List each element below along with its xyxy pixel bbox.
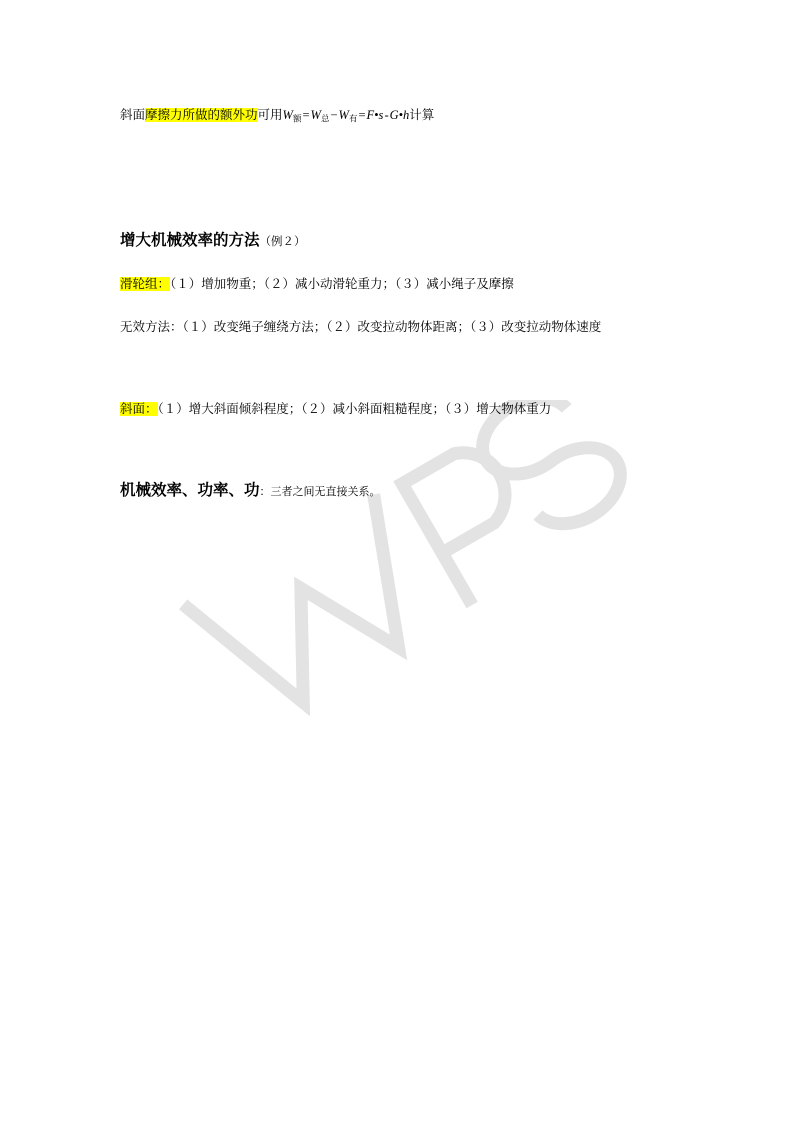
- wps-watermark: [150, 400, 650, 720]
- formula-w-useful: W: [338, 108, 349, 122]
- formula-fs-term: F•s: [366, 108, 384, 122]
- pulley-methods-text: （１）增加物重；（２）减小动滑轮重力；（３）减小绳子及摩擦: [170, 277, 514, 291]
- paragraph-incline-extra-work: [120, 105, 434, 126]
- incline-methods-text: （１）增大斜面倾斜程度；（２）减小斜面粗糙程度；（３）增大物体重力: [157, 402, 552, 416]
- formula-w-total: W: [310, 108, 321, 122]
- formula-extra-work: [283, 108, 410, 122]
- formula-eq2: =: [358, 108, 366, 122]
- heading-improve-note: （例２）: [259, 236, 306, 248]
- formula-gh-term: G•h: [389, 108, 410, 122]
- heading-relation-note: ：三者之间无直接关系。: [259, 486, 381, 498]
- formula-w-total-sub: 总: [320, 113, 330, 124]
- paragraph-incline-methods: [120, 399, 551, 419]
- incline-prefix-text: 斜面: [120, 108, 146, 122]
- formula-w-useful-sub: 有: [348, 113, 358, 124]
- pulley-highlight-label: 滑轮组：: [120, 277, 171, 291]
- formula-minus2: -: [384, 108, 389, 122]
- heading-relation-main: 机械效率、功率、功: [120, 482, 260, 499]
- paragraph-invalid-methods: [120, 317, 601, 337]
- formula-w-extra-sub: 额: [292, 113, 302, 124]
- heading-improve-efficiency: [120, 228, 306, 250]
- heading-efficiency-power-work: [120, 478, 381, 500]
- incline-suffix-text: 计算: [409, 108, 435, 122]
- formula-minus1: −: [330, 108, 338, 122]
- paragraph-pulley-methods: [120, 274, 514, 294]
- incline-middle-text: 可用: [257, 108, 283, 122]
- formula-w-extra: W: [282, 108, 293, 122]
- formula-eq1: =: [302, 108, 310, 122]
- heading-improve-main: 增大机械效率的方法: [120, 232, 260, 249]
- incline-highlight-text: 摩擦力所做的额外功: [145, 108, 258, 122]
- invalid-methods-text: 无效方法：（１）改变绳子缠绕方法；（２）改变拉动物体距离；（３）改变拉动物体速度: [120, 320, 602, 334]
- incline-highlight-label: 斜面：: [120, 402, 158, 416]
